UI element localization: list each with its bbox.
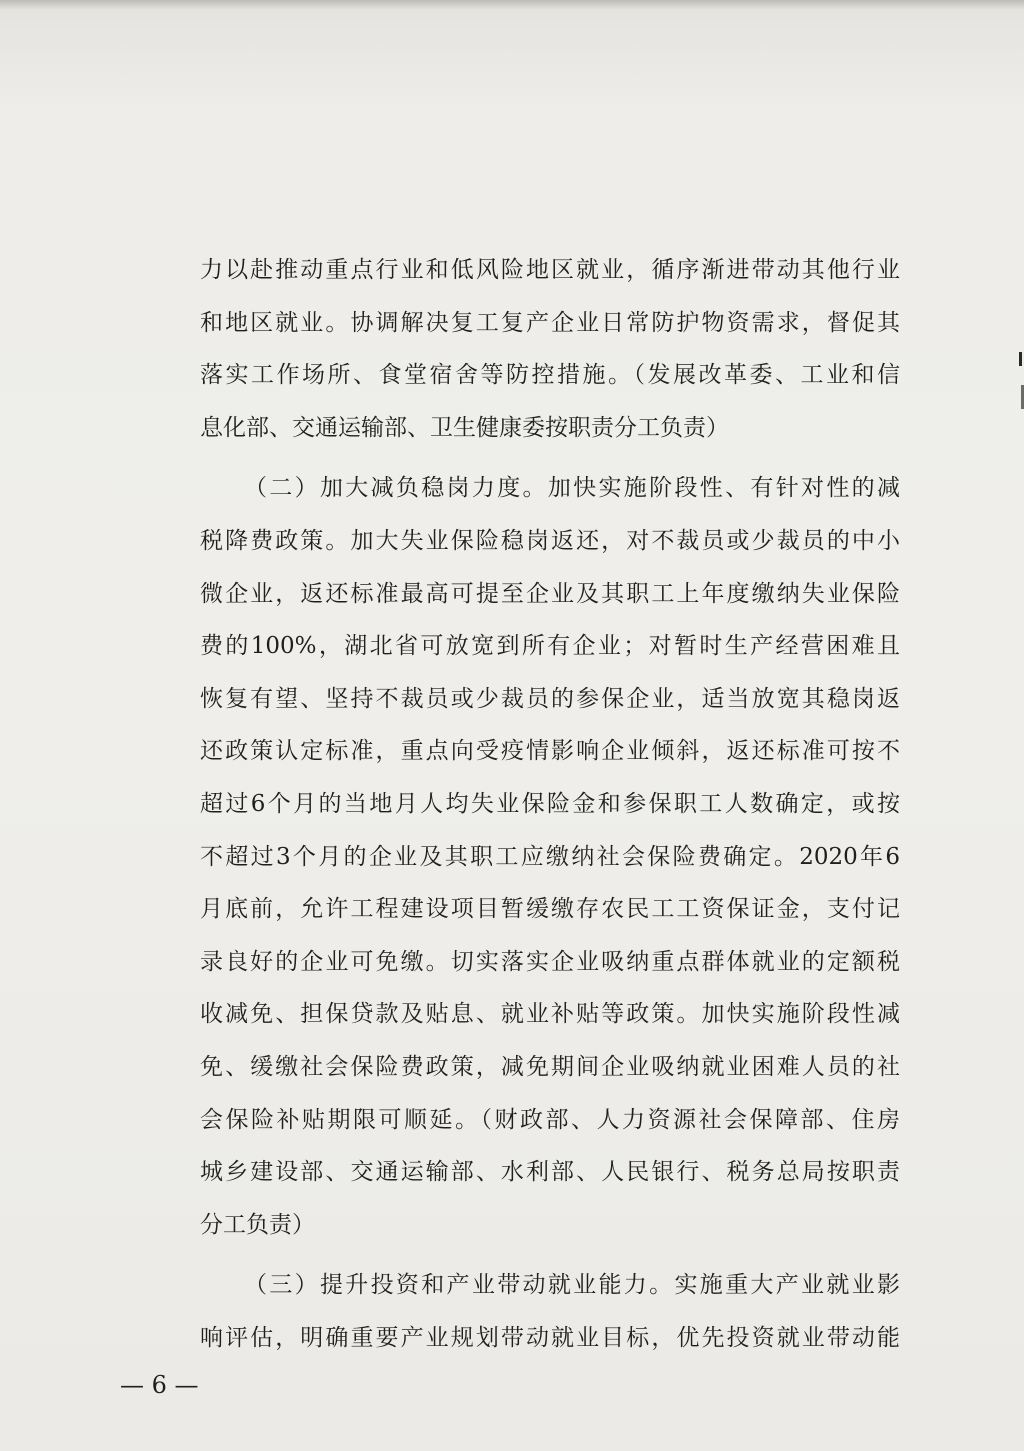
text-line: 分工负责） (200, 1211, 315, 1238)
text-line: 息化部、交通运输部、卫生健康委按职责分工负责） (200, 414, 729, 441)
text-line: 月底前，允许工程建设项目暂缓缴存农民工工资保证金，支付记 (200, 896, 900, 923)
text-line: 免、缓缴社会保险费政策，减免期间企业吸纳就业困难人员的社 (200, 1053, 900, 1080)
scan-top-edge (0, 0, 1024, 10)
text-line: 落实工作场所、食堂宿舍等防控措施。（发展改革委、工业和信 (200, 362, 900, 389)
page-number: — 6 — (120, 1371, 199, 1399)
text-line: 还政策认定标准，重点向受疫情影响企业倾斜，返还标准可按不 (200, 738, 900, 765)
section-heading-line: （二）加大减负稳岗力度。加快实施阶段性、有针对性的减 (244, 475, 900, 502)
text-line: 微企业，返还标准最高可提至企业及其职工上年度缴纳失业保险 (200, 580, 900, 607)
text-line: 税降费政策。加大失业保险稳岗返还，对不裁员或少裁员的中小 (200, 527, 900, 554)
text-line: 城乡建设部、交通运输部、水利部、人民银行、税务总局按职责 (200, 1159, 900, 1186)
text-line: 和地区就业。协调解决复工复产企业日常防护物资需求，督促其 (200, 309, 900, 336)
scan-edge-mark (1019, 352, 1022, 366)
section-heading-line: （三）提升投资和产业带动就业能力。实施重大产业就业影 (244, 1272, 900, 1299)
text-line: 力以赴推动重点行业和低风险地区就业，循序渐进带动其他行业 (200, 257, 900, 283)
text-line: 录良好的企业可免缴。切实落实企业吸纳重点群体就业的定额税 (200, 948, 900, 975)
text-line: 响评估，明确重要产业规划带动就业目标，优先投资就业带动能 (200, 1324, 900, 1351)
text-line: 收减免、担保贷款及贴息、就业补贴等政策。加快实施阶段性减 (200, 1001, 900, 1028)
text-line: 会保险补贴期限可顺延。（财政部、人力资源社会保障部、住房 (200, 1106, 900, 1133)
text-line: 不超过3个月的企业及其职工应缴纳社会保险费确定。2020年6 (200, 843, 900, 870)
text-line: 超过6个月的当地月人均失业保险金和参保职工人数确定，或按 (200, 790, 900, 817)
document-body (200, 244, 900, 1364)
text-line: 恢复有望、坚持不裁员或少裁员的参保企业，适当放宽其稳岗返 (200, 685, 900, 712)
text-line: 费的100%，湖北省可放宽到所有企业；对暂时生产经营困难且 (200, 633, 900, 660)
